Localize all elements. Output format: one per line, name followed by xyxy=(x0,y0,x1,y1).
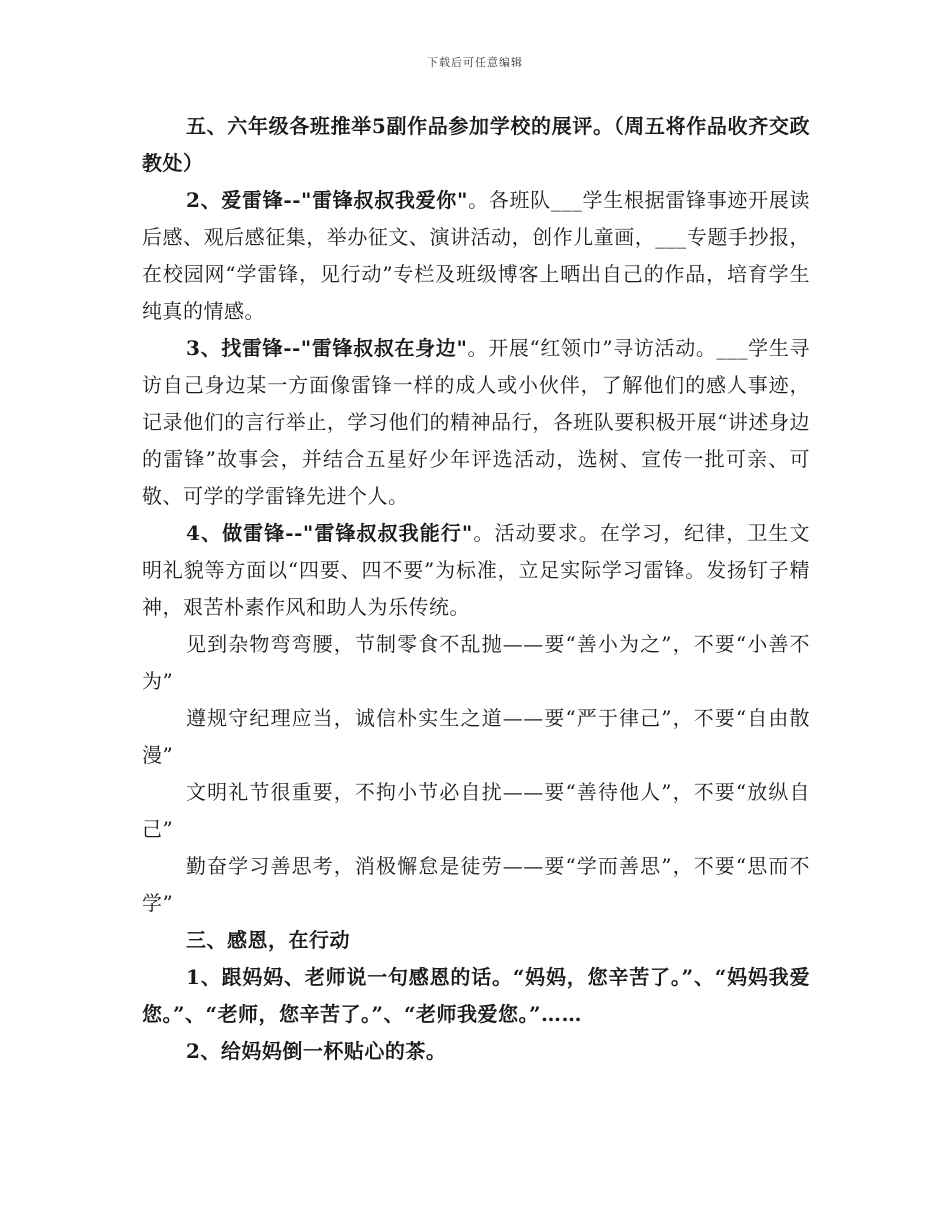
heading-do-leifeng: 4、做雷锋--"雷锋叔叔我能行" xyxy=(186,521,473,545)
heading-love-leifeng: 2、爱雷锋--"雷锋叔叔我爱你" xyxy=(186,188,468,212)
section-heading-gratitude: 三、感恩，在行动 xyxy=(186,928,350,952)
page-header-note: 下载后可任意编辑 xyxy=(427,56,523,69)
document-body xyxy=(142,108,810,1070)
heading-find-leifeng: 3、找雷锋--"雷锋叔叔在身边" xyxy=(186,336,468,360)
body-find-leifeng: 。开展“红领巾”寻访活动。___学生寻访自己身边某一方面像雷锋一样的成人或小伙伴，了解他们的感人事迹，记录他们的言行举止，学习他们的精神品行，各班队要积极开展“讲述身边的雷锋”故事会，并结合五星好少年评选活动，选树、宣传一批可亲、可敬、可学的学雷锋先进个人。 xyxy=(142,336,810,508)
rule-line-1: 见到杂物弯弯腰，节制零食不乱抛——要“善小为之”，不要“小善不为” xyxy=(142,632,810,693)
rule-line-4: 勤奋学习善思考，消极懈怠是徒劳——要“学而善思”，不要“思而不学” xyxy=(142,854,810,915)
rule-line-3: 文明礼节很重要，不拘小节必自扰——要“善待他人”，不要“放纵自己” xyxy=(142,780,810,841)
body-love-leifeng: 。各班队___学生根据雷锋事迹开展读后感、观后感征集，举办征文、演讲活动，创作儿童画，___专题手抄报，在校园网“学雷锋，见行动”专栏及班级博客上晒出自己的作品，培育学生纯真的情感。 xyxy=(142,188,811,323)
paragraph-gratitude-words: 1、跟妈妈、老师说一句感恩的话。“妈妈，您辛苦了。”、“妈妈我爱您。”、“老师，您辛苦了。”、“老师我爱您。”…… xyxy=(142,965,810,1026)
body-do-leifeng: 。活动要求。在学习，纪律，卫生文明礼貌等方面以“四要、四不要”为标准，立足实际学习雷锋。发扬钉子精神，艰苦朴素作风和助人为乐传统。 xyxy=(142,521,811,619)
paragraph-gratitude-tea: 2、给妈妈倒一杯贴心的茶。 xyxy=(186,1039,447,1063)
paragraph-exhibition: 五、六年级各班推举5副作品参加学校的展评。（周五将作品收齐交政教处） xyxy=(142,114,810,175)
paragraph-find-leifeng xyxy=(142,330,810,515)
paragraph-do-leifeng xyxy=(142,515,810,626)
paragraph-love-leifeng xyxy=(142,182,810,330)
rule-line-2: 遵规守纪理应当，诚信朴实生之道——要“严于律己”，不要“自由散漫” xyxy=(142,706,810,767)
